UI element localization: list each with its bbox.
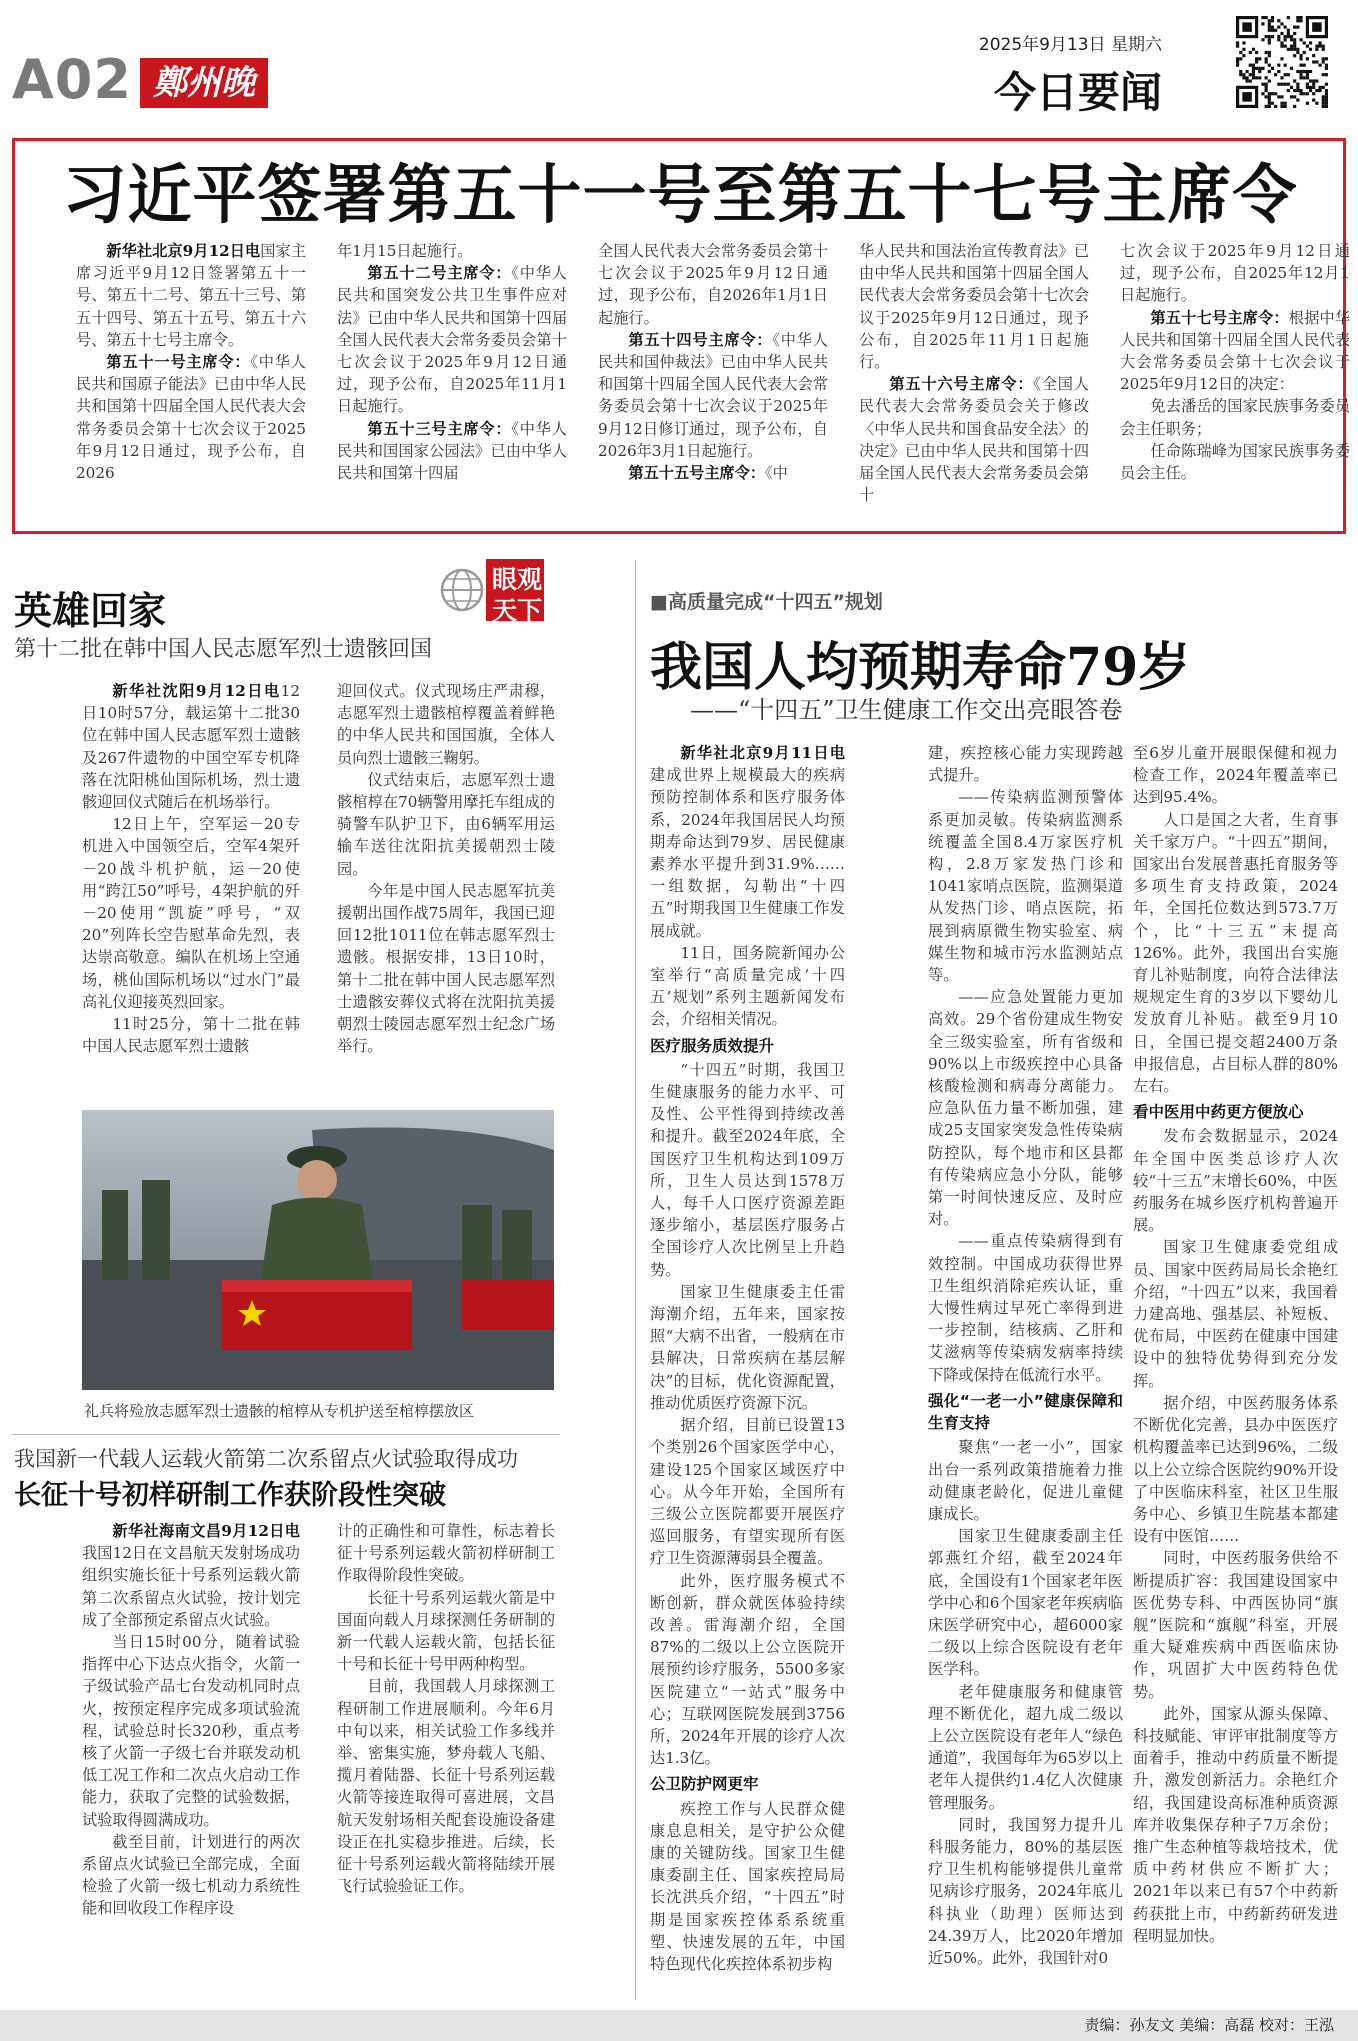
paragraph — [1120, 440, 1350, 484]
dateline: 新华社北京9月12日电 — [106, 242, 261, 260]
paragraph-text: 国家卫生健康委主任雷海潮介绍，五年来，国家按照“大病不出省，一般病在市县解决，日常疾病在基层解决”的目标，优化资源配置，推动优质医疗资源下沉。 — [650, 1282, 845, 1412]
qr-code-icon[interactable] — [1236, 16, 1328, 108]
paragraph — [928, 786, 1123, 986]
paragraph-text: 至6岁儿童开展眼保健和视力检查工作，2024年覆盖率已达到95.4%。 — [1133, 744, 1338, 807]
paragraph — [1133, 809, 1338, 1098]
paragraph-text: 仪式结束后，志愿军烈士遗骸棺椁在70辆警用摩托车组成的骑警车队护卫下，由6辆军用运输车送往沈阳抗美援朝烈士陵园。 — [337, 770, 555, 878]
rocket-headline[interactable]: 长征十号初样研制工作获阶段性突破 — [14, 1480, 446, 1511]
paragraph-text: 华人民共和国法治宣传教育法》已由中华人民共和国第十四届全国人民代表大会常务委员会第十七次会议于2025年9月12日通过，现予公布，自2025年11月1日起施行。 — [859, 242, 1089, 372]
text-column — [1120, 240, 1350, 522]
photo-caption: 礼兵将殓放志愿军烈士遗骸的棺椁从专机护送至棺椁摆放区 — [84, 1402, 475, 1420]
paragraph-text: 12日10时57分，载运第十二批30位在韩中国人民志愿军烈士遗骸及267件遗物的中国空军专机降落在沈阳桃仙国际机场，烈士遗骸迎回仪式随后在机场举行。 — [82, 682, 300, 812]
paragraph-text: 计的正确性和可靠性，标志着长征十号系列运载火箭初样研制工作取得阶段性突破。 — [337, 1522, 555, 1585]
paragraph — [82, 813, 300, 1013]
paragraph — [859, 240, 1089, 373]
dateline: 第五十五号主席令： — [628, 464, 766, 483]
paragraph — [1133, 1125, 1338, 1236]
paragraph — [928, 1230, 1123, 1385]
paragraph-text: 国家卫生健康委党组成员、国家中医药局局长余艳红介绍，“十四五”以来，我国着力建高地、强基层、补短板、优布局，中医药在健康中国建设中的独特优势得到充分发挥。 — [1133, 1238, 1338, 1390]
dateline: 新华社海南文昌9月12日电 — [112, 1522, 300, 1540]
footer-credits: 责编：孙友文 美编：高磊 校对：王泓 — [1084, 2016, 1334, 2034]
text-column — [859, 240, 1089, 522]
dateline: 第五十二号主席令： — [367, 264, 512, 283]
paragraph — [650, 1798, 845, 1976]
paragraph-text: 12日上午，空军运－20专机进入中国领空后，空军4架歼－20战斗机护航，运－20使用“跨江50”呼号，4架护航的歼－20使用“凯旋”呼号，“双20”列阵长空告慰革命先烈，表达崇高敬意。编队在机场上空通场，桃仙国际机场以“过水门”最高礼仪迎接英烈回家。 — [82, 815, 300, 1011]
paragraph — [82, 680, 300, 813]
dateline: 第五十一号主席令： — [106, 353, 251, 372]
top-story-headline[interactable]: 习近平签署第五十一号至第五十七号主席令 — [62, 158, 1298, 233]
paragraph-text: 国家卫生健康委副主任郭燕红介绍，截至2024年底，全国设有1个国家老年医学中心和6个国家老年疾病临床医学研究中心，超6000家二级以上综合医院设有老年医学科。 — [928, 1527, 1123, 1679]
paragraph-text: 同时，中医药服务供给不断提质扩容：我国建设国家中医优势专科、中西医协同“旗舰”医院和“旗舰”科室，开展重大疑难疾病中西医临床协作，巩固扩大中医药特色优势。 — [1133, 1549, 1338, 1701]
paragraph-text: 任命陈瑞峰为国家民族事务委员会主任。 — [1120, 441, 1350, 483]
text-column — [337, 240, 567, 522]
paragraph — [82, 1520, 300, 1631]
paragraph-text: 建成世界上规模最大的疾病预防控制体系和医疗服务体系，2024年我国居民人均预期寿命达到79岁、居民健康素养水平提升到31.9%……一组数据，勾勒出“十四五”时期我国卫生健康工作发展成就。 — [650, 766, 845, 940]
paragraph-text: ——传染病监测预警体系更加灵敏。传染病监测系统覆盖全国8.4万家医疗机构，2.8万家发热门诊和1041家哨点医院，监测渠道从发热门诊、哨点医院，拓展到病原微生物实验室、病媒生物和城市污水监测站点等。 — [928, 788, 1123, 985]
paragraph-text: 老年健康服务和健康管理不断优化，超九成二级以上公立医院设有老年人“绿色通道”，我国每年为65岁以上老年人提供约1.4亿人次健康管理服务。 — [928, 1682, 1123, 1812]
paragraph-text: 聚焦“一老一小”，国家出台一系列政策措施着力推动健康老龄化，促进儿童健康成长。 — [928, 1438, 1123, 1523]
paragraph — [1133, 1236, 1338, 1391]
dateline: 第五十四号主席令： — [628, 330, 773, 349]
text-column — [82, 1520, 300, 2000]
health-kicker: ■高质量完成“十四五”规划 — [650, 591, 883, 613]
health-subhead: ——“十四五”卫生健康工作交出亮眼答卷 — [690, 696, 1123, 724]
paragraph-text: ——应急处置能力更加高效。29个省份建成生物安全三级实验室，所有省级和90%以上市级疾控中心具备核酸检测和病毒分离能力。应急队伍力量不断加强，建成25支国家突发急性传染病防控队，每个地市和区县都有传染病应急小分队，能够第一时间快速反应、及时应对。 — [928, 988, 1123, 1229]
paragraph — [1120, 395, 1350, 439]
paragraph — [1120, 307, 1350, 396]
paragraph-text: 目前，我国载人月球探测工程研制工作进展顺利。今年6月中旬以来，相关试验工作多线并举、密集实施，梦舟载人飞船、揽月着陆器、长征十号系列运载火箭等接连取得可喜进展，文昌航天发射场相关配套设施设备建设正在扎实稳步推进。后续，长征十号系列运载火箭将陆续开展飞行试验验证工作。 — [337, 1677, 555, 1896]
section-title: 今日要闻 — [993, 68, 1162, 117]
paragraph — [82, 1013, 300, 1057]
badge-text-line1: 眼观 — [491, 565, 542, 594]
paragraph — [650, 742, 845, 942]
paragraph — [337, 769, 555, 880]
paragraph — [337, 1587, 555, 1676]
paragraph-text: 11日，国务院新闻办公室举行“高质量完成‘十四五’规划”系列主题新闻发布会，介绍相关情况。 — [650, 943, 845, 1029]
paragraph — [337, 240, 567, 262]
text-column — [337, 680, 555, 1100]
paragraph-text: 11时25分，第十二批在韩中国人民志愿军烈士遗骸 — [82, 1015, 300, 1056]
paragraph-text: 《中华人民共和国仲裁法》已由中华人民共和国第十四届全国人民代表大会常务委员会第十七次会议于2025年9月12日修订通过，现予公布，自2026年3月1日起施行。 — [598, 330, 828, 460]
paragraph-text: 此外，医疗服务模式不断创新，群众就医体验持续改善。雷海潮介绍，全国87%的二级以上公立医院开展预约诊疗服务，5500多家医院建立“一站式”服务中心；互联网医院发展到3756所，2024年开展的诊疗人次达1.3亿。 — [650, 1571, 845, 1768]
paragraph-text: 根据中华人民共和国第十四届全国人民代表大会常务委员会第十七次会议于2025年9月12日的决定： — [1120, 308, 1350, 394]
paragraph — [1133, 742, 1338, 809]
paragraph-text: 长征十号系列运载火箭是中国面向载人月球探测任务研制的新一代载人运载火箭，包括长征十号和长征十号甲两种构型。 — [337, 1588, 555, 1674]
paragraph-text: 免去潘岳的国家民族事务委员会主任职务； — [1120, 397, 1350, 438]
paragraph-text: 《中华人民共和国突发公共卫生事件应对法》已由中华人民共和国第十四届全国人民代表大会常务委员会第十七次会议于2025年9月12日通过，现予公布，自2025年11月1日起施行。 — [337, 264, 567, 416]
paragraph-text: 人口是国之大者，生育事关千家万户。“十四五”期间，国家出台发展普惠托育服务等多项生育支持政策，2024年，全国托位数达到573.7万个，比“十三五”末提高126%。此外，我国出台实施育儿补贴制度，向符合法律法规规定生育的3岁以下婴幼儿发放育儿补贴。截至9月10日，全国已提交超2400万条申报信息，占目标人群的80%左右。 — [1133, 810, 1338, 1096]
paragraph — [650, 1059, 845, 1281]
paragraph — [1133, 1703, 1338, 1947]
paragraph — [650, 1570, 845, 1770]
paragraph-text: 据介绍，中医药服务体系不断优化完善，县办中医医疗机构覆盖率已达到96%，二级以上公立综合医院约90%开设了中医临床科室，社区卫生服务中心、乡镇卫生院基本都建设有中医馆…… — [1133, 1393, 1338, 1546]
paragraph — [76, 351, 306, 484]
text-column — [598, 240, 828, 522]
paragraph — [650, 1281, 845, 1414]
paragraph-text: 国家主席习近平9月12日签署第五十一号、第五十二号、第五十三号、第五十四号、第五十五号、第五十六号、第五十七号主席令。 — [76, 242, 306, 349]
paragraph — [650, 942, 845, 1031]
dateline: 第五十七号主席令： — [1150, 308, 1289, 327]
text-column — [76, 240, 306, 522]
paragraph-text: 据介绍，目前已设置13个类别26个国家医学中心，建设125个国家区域医疗中心。从今年开始，全国所有三级公立医院都要开展医疗巡回服务，有望实现所有医疗卫生资源薄弱县全覆盖。 — [650, 1416, 845, 1568]
rocket-kicker: 我国新一代载人运载火箭第二次系留点火试验取得成功 — [14, 1447, 518, 1471]
paragraph — [337, 262, 567, 417]
dateline: 第五十六号主席令： — [889, 375, 1034, 394]
heroes-subhead: 第十二批在韩中国人民志愿军烈士遗骸回国 — [14, 637, 433, 662]
paragraph-text: 截至目前，计划进行的两次系留点火试验已全部完成，全面检验了火箭一级七机动力系统性能和回收段工作程序设 — [82, 1832, 300, 1918]
health-headline[interactable]: 我国人均预期寿命79岁 — [650, 637, 1191, 698]
paragraph — [1133, 1392, 1338, 1547]
paragraph-text: 此外，国家从源头保障、科技赋能、审评审批制度等方面着手，推动中药质量不断提升，激发创新活力。余艳红介绍，我国建设高标准种质资源库并收集保存种子7万余份；推广生态种植等栽培技术，优质中药材供应不断扩大；2021年以来已有57个中药新药获批上市，中药新药研发进程明显加快。 — [1133, 1704, 1338, 1945]
heroes-headline[interactable]: 英雄回家 — [14, 588, 167, 633]
paragraph — [82, 1631, 300, 1831]
newspaper-logo: 鄭州晚報 — [140, 58, 268, 108]
paragraph — [598, 462, 828, 484]
issue-date: 2025年9月13日 星期六 — [978, 35, 1162, 55]
paragraph-text: 全国人民代表大会常务委员会第十七次会议于2025年9月12日通过，现予公布，自2026年1月1日起施行。 — [598, 242, 828, 327]
paragraph — [928, 986, 1123, 1230]
text-column — [650, 742, 845, 2004]
paragraph-text: 《中 — [765, 464, 788, 483]
paragraph — [928, 1814, 1123, 1969]
subheading: 强化“一老一小”健康保障和生育支持 — [928, 1391, 1123, 1433]
paragraph — [928, 1681, 1123, 1814]
text-column — [82, 680, 300, 1100]
paragraph — [598, 329, 828, 462]
paragraph-text: 疾控工作与人民群众健康息息相关，是守护公众健康的关键防线。国家卫生健康委副主任、国家疾控局局长沈洪兵介绍，“十四五”时期是国家疾控体系系统重塑、快速发展的五年，中国特色现代化疾控体系初步构 — [650, 1799, 845, 1973]
subheading: 医疗服务质效提升 — [650, 1036, 775, 1055]
text-column — [1133, 742, 1338, 2004]
subheading: 公卫防护网更牢 — [650, 1775, 759, 1794]
paragraph-text: 迎回仪式。仪式现场庄严肃穆，志愿军烈士遗骸棺椁覆盖着鲜艳的中华人民共和国国旗，全体人员向烈士遗骸三鞠躬。 — [337, 682, 555, 767]
paragraph — [337, 880, 555, 1058]
paragraph-text: 我国12日在文昌航天发射场成功组织实施长征十号系列运载火箭第二次系留点火试验，按计划完成了全部预定系留点火试验。 — [82, 1544, 300, 1629]
dateline: 第五十三号主席令： — [367, 419, 512, 438]
badge-text-line2: 天下 — [491, 596, 542, 625]
paragraph-text: 今年是中国人民志愿军抗美援朝出国作战75周年，我国已迎回12批1011位在韩志愿军烈士遗骸。根据安排，13日10时，第十二批在韩中国人民志愿军烈士遗骸安葬仪式将在沈阳抗美援朝烈士陵园志愿军烈士纪念广场举行。 — [337, 881, 555, 1056]
paragraph-text: 建，疾控核心能力实现跨越式提升。 — [928, 744, 1123, 785]
paragraph-text: 《中华人民共和国原子能法》已由中华人民共和国第十四届全国人民代表大会常务委员会第十七次会议于2025年9月12日通过，现予公布，自2026 — [76, 353, 306, 483]
paragraph-text: 当日15时00分，随着试验指挥中心下达点火指令，火箭一子级试验产品七台发动机同时点火，按预定程序完成多项试验流程，试验总时长320秒，重点考核了火箭一子级七台并联发动机低工况工作和二次点火启动工作能力，获取了完整的试验数据，试验取得圆满成功。 — [82, 1633, 300, 1829]
paragraph-text: 《中华人民共和国国家公园法》已由中华人民共和国第十四届 — [337, 419, 567, 483]
paragraph — [337, 1520, 555, 1587]
dateline: 新华社沈阳9月12日电 — [112, 682, 281, 700]
paragraph — [82, 1831, 300, 1920]
paragraph — [928, 742, 1123, 786]
paragraph — [598, 240, 828, 329]
paragraph — [1133, 1547, 1338, 1702]
paragraph — [859, 373, 1089, 506]
subheading: 看中医用中药更方便放心 — [1133, 1103, 1304, 1122]
paragraph-text: 同时，我国努力提升儿科服务能力，80%的基层医疗卫生机构能够提供儿童常见病诊疗服务，2024年底儿科执业（助理）医师达到24.39万人，比2020年增加近50%。此外，我国针对0 — [928, 1815, 1123, 1967]
paragraph-text: 七次会议于2025年9月12日通过，现予公布，自2025年12月1日起施行。 — [1120, 242, 1350, 305]
paragraph-text: 年1月15日起施行。 — [337, 242, 473, 260]
paragraph — [1120, 240, 1350, 307]
page-number: A02 — [12, 48, 132, 111]
ceremony-photo — [82, 1110, 554, 1390]
paragraph — [76, 240, 306, 351]
column-divider — [635, 560, 636, 2000]
paragraph — [337, 1675, 555, 1897]
paragraph — [337, 680, 555, 769]
text-column — [337, 1520, 555, 2000]
paragraph — [928, 1525, 1123, 1680]
section-divider — [12, 1434, 560, 1435]
paragraph-text: 《全国人民代表大会常务委员会关于修改〈中华人民共和国食品安全法〉的决定》已由中华人民共和国第十四届全国人民代表大会常务委员会第十 — [859, 375, 1089, 505]
text-column — [928, 742, 1123, 2004]
dateline: 新华社北京9月11日电 — [680, 744, 845, 762]
paragraph — [337, 418, 567, 485]
paragraph-text: ——重点传染病得到有效控制。中国成功获得世界卫生组织消除疟疾认证，重大慢性病过早死亡率得到进一步控制，结核病、乙肝和艾滋病等传染病发病率持续下降或保持在低流行水平。 — [928, 1232, 1123, 1384]
paragraph — [650, 1414, 845, 1569]
paragraph-text: “十四五”时期，我国卫生健康服务的能力水平、可及性、公平性得到持续改善和提升。截至2024年底，全国医疗卫生机构达到109万所，卫生人员达到1578万人，每千人口医疗资源差距逐步缩小，基层医疗服务占全国诊疗人次比例呈上升趋势。 — [650, 1060, 845, 1279]
paragraph — [928, 1436, 1123, 1525]
paragraph-text: 发布会数据显示，2024年全国中医类总诊疗人次较“十三五”末增长60%，中医药服务在城乡医疗机构普遍开展。 — [1133, 1127, 1338, 1235]
